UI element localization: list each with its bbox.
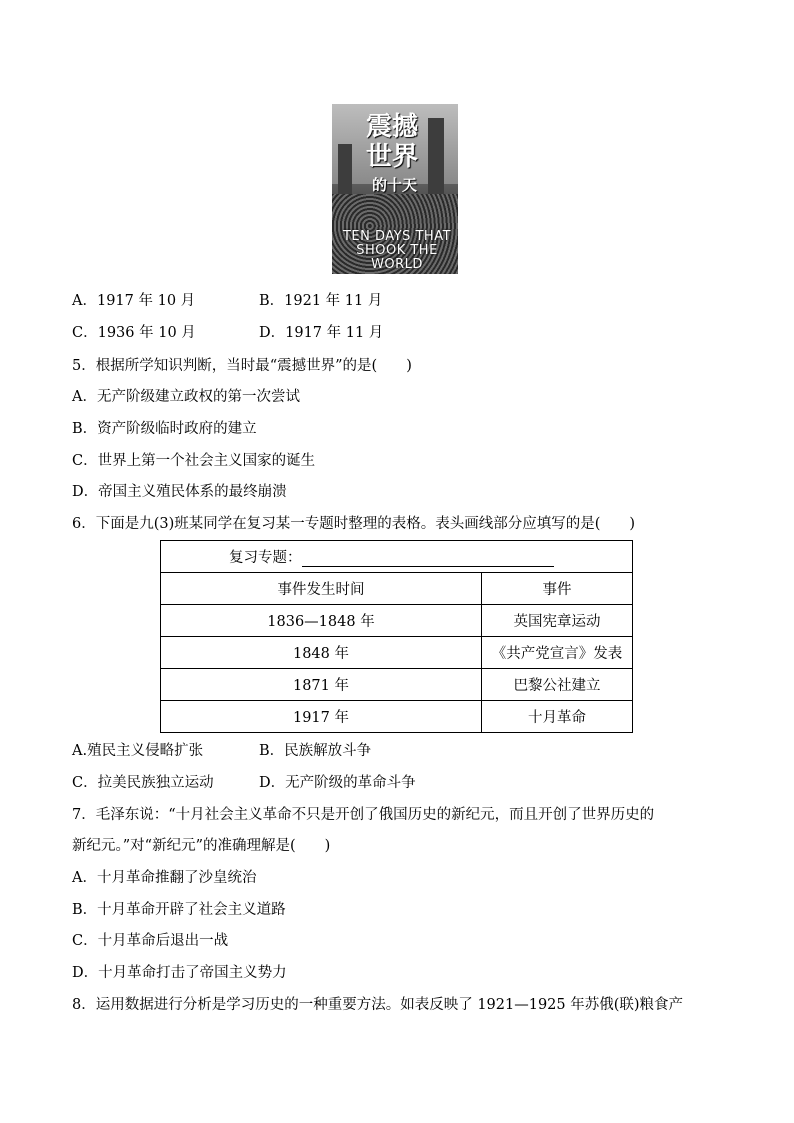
- topic-blank: [302, 550, 554, 567]
- cover-title-cn: [366, 112, 418, 172]
- table-cell-time: 1871 年: [161, 669, 482, 701]
- table-row: [161, 605, 633, 637]
- q6-option-a: A.殖民主义侵略扩张: [72, 743, 204, 759]
- q5-option-d: D．帝国主义殖民体系的最终崩溃: [72, 484, 287, 500]
- table-row: [161, 669, 633, 701]
- table-cell-time: 1848 年: [161, 637, 482, 669]
- book-cover-image: [332, 104, 458, 274]
- cover-title-line1: 震撼: [366, 112, 419, 142]
- table-cell-time: 1836—1848 年: [161, 605, 482, 637]
- cover-title-line3: 的十天: [372, 176, 418, 194]
- q6-option-b: B．民族解放斗争: [259, 743, 372, 759]
- q4-option-b: B．1921 年 11 月: [259, 293, 383, 309]
- q4-option-d: D．1917 年 11 月: [259, 325, 384, 341]
- q7-option-c: C．十月革命后退出一战: [72, 933, 229, 949]
- q7-option-d: D．十月革命打击了帝国主义势力: [72, 965, 287, 981]
- q5-stem: 5．根据所学知识判断，当时最“震撼世界”的是( ): [72, 358, 412, 374]
- q4-option-c: C．1936 年 10 月: [72, 325, 196, 341]
- table-cell-event: 英国宪章运动: [482, 605, 633, 637]
- q5-option-a: A．无产阶级建立政权的第一次尝试: [72, 389, 300, 405]
- topic-label: 复习专题：: [229, 550, 302, 566]
- table-topic-cell: [161, 541, 633, 573]
- review-table: [160, 540, 633, 733]
- q4-option-a: A．1917 年 10 月: [72, 293, 196, 309]
- table-cell-event: 《共产党宣言》发表: [482, 637, 633, 669]
- table-cell-event: 十月革命: [482, 701, 633, 733]
- q7-stem-line2: 新纪元。”对“新纪元”的准确理解是( ): [72, 838, 331, 854]
- q5-option-c: C．世界上第一个社会主义国家的诞生: [72, 453, 316, 469]
- q8-stem-line1: 8．运用数据进行分析是学习历史的一种重要方法。如表反映了 1921—1925 年苏俄(联)粮食产: [72, 997, 684, 1013]
- q7-stem-line1: 7．毛泽东说：“十月社会主义革命不只是开创了俄国历史的新纪元，而且开创了世界历史的: [72, 807, 655, 823]
- cover-title-en-line2: SHOOK THE WORLD: [356, 243, 438, 272]
- cover-title-en: [338, 230, 456, 272]
- table-row: [161, 701, 633, 733]
- q6-option-d: D．无产阶级的革命斗争: [259, 775, 416, 791]
- table-row: [161, 637, 633, 669]
- cover-title-en-line1: TEN DAYS THAT: [342, 229, 452, 244]
- q6-option-c: C．拉美民族独立运动: [72, 775, 214, 791]
- q7-option-b: B．十月革命开辟了社会主义道路: [72, 902, 286, 918]
- q6-stem: 6．下面是九(3)班某同学在复习某一专题时整理的表格。表头画线部分应填写的是( ): [72, 516, 636, 532]
- table-cell-event: 巴黎公社建立: [482, 669, 633, 701]
- q5-option-b: B．资产阶级临时政府的建立: [72, 421, 257, 437]
- table-topic-row: [161, 541, 633, 573]
- table-header-row: [161, 573, 633, 605]
- table-header-event: 事件: [482, 573, 633, 605]
- table-cell-time: 1917 年: [161, 701, 482, 733]
- cover-title-line2: 世界: [366, 142, 419, 172]
- table-header-time: 事件发生时间: [161, 573, 482, 605]
- q7-option-a: A．十月革命推翻了沙皇统治: [72, 870, 257, 886]
